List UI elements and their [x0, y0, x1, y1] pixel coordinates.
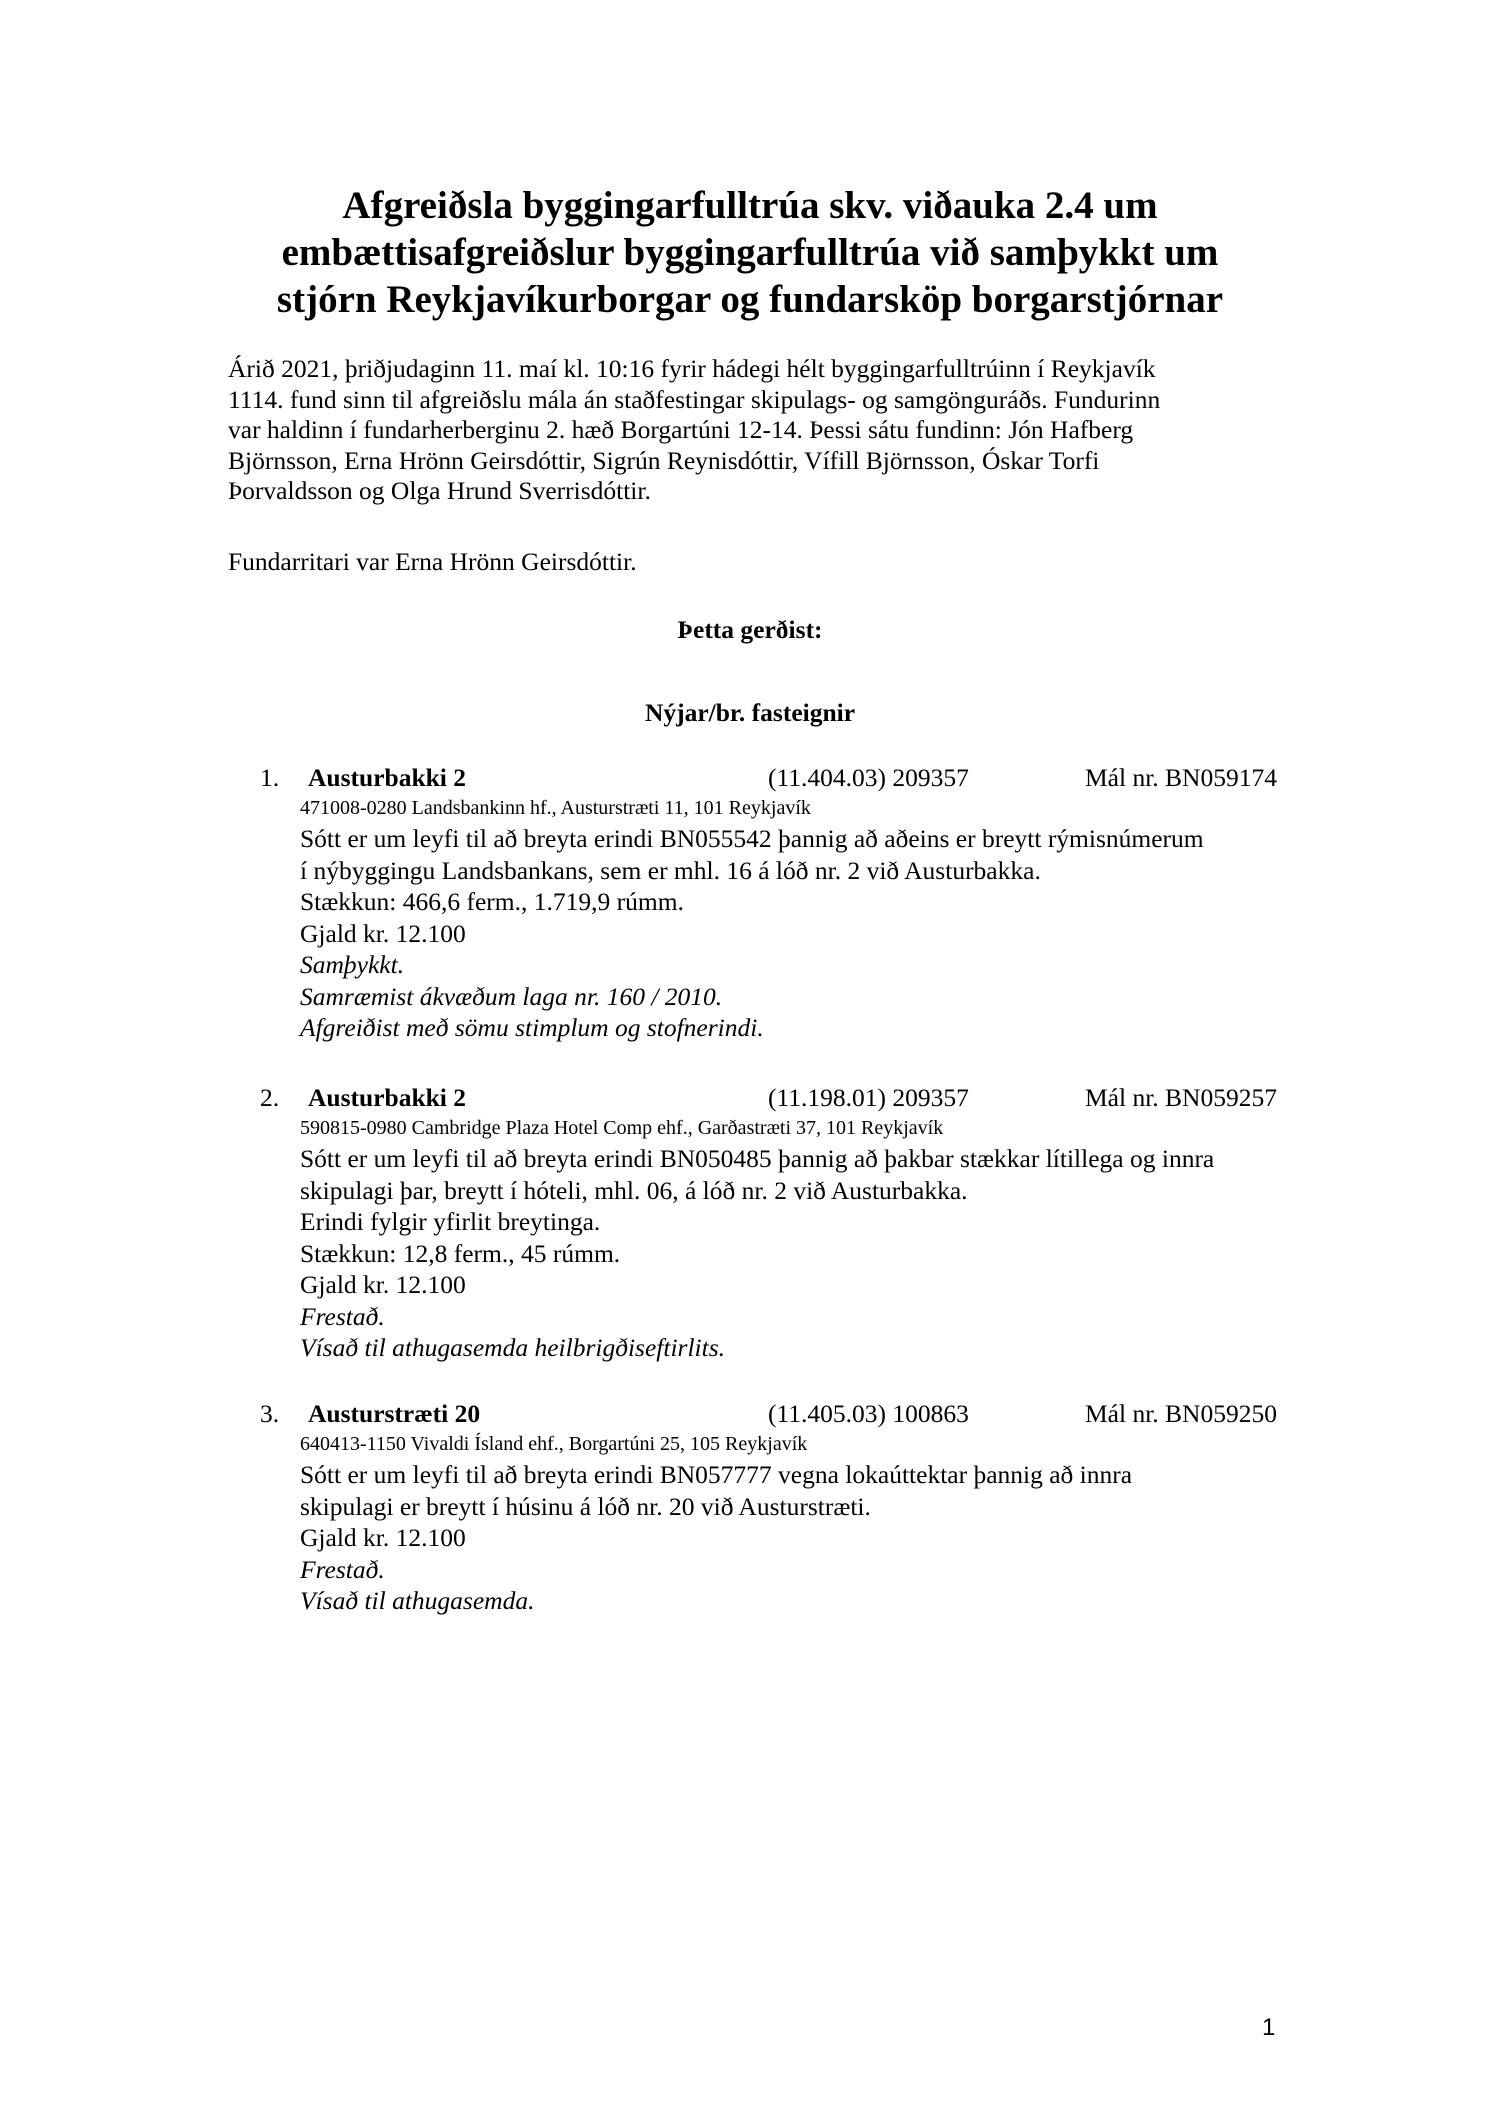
- case-description-line: í nýbyggingu Landsbankans, sem er mhl. 16 á lóð nr. 2 við Austurbakka.: [300, 855, 1041, 885]
- case-plot-id: (11.198.01) 209357: [768, 1083, 969, 1112]
- case-plot-id: (11.404.03) 209357: [768, 763, 969, 792]
- case-description-line: Sótt er um leyfi til að breyta erindi BN055542 þannig að aðeins er breytt rýmisnúmerum: [300, 824, 1204, 853]
- case-applicant: 640413-1150 Vivaldi Ísland ehf., Borgartúni 25, 105 Reykjavík: [300, 1433, 808, 1455]
- case-description-line: Gjald kr. 12.100: [300, 1270, 466, 1299]
- case-decision-line: Samræmist ákvæðum laga nr. 160 / 2010.: [300, 981, 723, 1011]
- intro-line: 1114. fund sinn til afgreiðslu mála án staðfestingar skipulags- og samgönguráðs. Fundurinn: [228, 384, 1161, 414]
- secretary-line: Fundarritari var Erna Hrönn Geirsdóttir.: [228, 547, 637, 576]
- case-header: [260, 1398, 1300, 1429]
- intro-line: Björnsson, Erna Hrönn Geirsdóttir, Sigrún Reynisdóttir, Vífill Björnsson, Óskar Torfi: [228, 445, 1100, 475]
- case-address: Austurbakki 2: [308, 763, 467, 792]
- case-description-line: Stækkun: 466,6 ferm., 1.719,9 rúmm.: [300, 887, 684, 916]
- case-decision-line: Samþykkt.: [300, 950, 405, 979]
- case-address: Austurbakki 2: [308, 1083, 467, 1112]
- heading-proceedings: Þetta gerðist:: [677, 615, 823, 644]
- case-body: [300, 1429, 1300, 1617]
- intro-line: Þorvaldsson og Olga Hrund Sverrisdóttir.: [228, 476, 651, 505]
- case-number: 3.: [260, 1399, 280, 1428]
- case-number: 1.: [260, 763, 280, 792]
- case-header: [260, 1082, 1300, 1113]
- case-description: [300, 1143, 1300, 1301]
- case-decision: [300, 1554, 1300, 1617]
- title-line: embættisafgreiðslur byggingarfulltrúa við samþykkt um: [281, 231, 1219, 274]
- case-file-number: Mál nr. BN059257: [1085, 1083, 1277, 1112]
- case-description: [300, 823, 1300, 949]
- case-decision: [300, 1301, 1300, 1364]
- case-item: [260, 762, 1300, 1044]
- case-decision-line: Vísað til athugasemda.: [300, 1586, 535, 1615]
- case-decision: [300, 949, 1300, 1044]
- title-line: stjórn Reykjavíkurborgar og fundarsköp borgarstjórnar: [276, 278, 1224, 321]
- case-description-line: Gjald kr. 12.100: [300, 1523, 466, 1552]
- case-description-line: Sótt er um leyfi til að breyta erindi BN050485 þannig að þakbar stækkar lítillega og innra: [300, 1144, 1215, 1173]
- case-decision-line: Frestað.: [300, 1301, 385, 1331]
- document-title: [150, 182, 1350, 323]
- case-description-line: Sótt er um leyfi til að breyta erindi BN057777 vegna lokaúttektar þannig að innra: [300, 1460, 1133, 1489]
- case-item: [260, 1398, 1300, 1617]
- case-item: [260, 1082, 1300, 1364]
- case-body: [300, 1113, 1300, 1364]
- intro-line: var haldinn í fundarherberginu 2. hæð Borgartúni 12-14. Þessi sátu fundinn: Jón Hafberg: [228, 415, 1134, 444]
- case-applicant: 471008-0280 Landsbankinn hf., Austurstræti 11, 101 Reykjavík: [300, 797, 811, 819]
- case-description: [300, 1459, 1300, 1554]
- case-decision-line: Vísað til athugasemda heilbrigðiseftirlits.: [300, 1333, 726, 1362]
- case-description-line: Stækkun: 12,8 ferm., 45 rúmm.: [300, 1238, 621, 1268]
- case-decision-line: Afgreiðist með sömu stimplum og stofnerindi.: [300, 1013, 764, 1042]
- case-applicant: 590815-0980 Cambridge Plaza Hotel Comp ehf., Garðastræti 37, 101 Reykjavík: [300, 1117, 944, 1139]
- case-header: [260, 762, 1300, 793]
- case-plot-id: (11.405.03) 100863: [768, 1399, 969, 1428]
- page-number: 1: [1262, 2014, 1276, 2041]
- case-body: [300, 793, 1300, 1044]
- case-address: Austurstræti 20: [308, 1399, 481, 1428]
- title-line: Afgreiðsla byggingarfulltrúa skv. viðauka 2.4 um: [342, 184, 1158, 227]
- case-description-line: skipulagi er breytt í húsinu á lóð nr. 20 við Austurstræti.: [300, 1491, 871, 1521]
- case-description-line: skipulagi þar, breytt í hóteli, mhl. 06, á lóð nr. 2 við Austurbakka.: [300, 1175, 968, 1205]
- intro-line: Árið 2021, þriðjudaginn 11. maí kl. 10:16 fyrir hádegi hélt byggingarfulltrúinn í Reykjavík: [228, 354, 1156, 383]
- case-decision-line: Frestað.: [300, 1554, 385, 1584]
- section-title: Nýjar/br. fasteignir: [644, 698, 856, 727]
- case-description-line: Gjald kr. 12.100: [300, 918, 466, 948]
- case-description-line: Erindi fylgir yfirlit breytinga.: [300, 1207, 601, 1236]
- case-number: 2.: [260, 1083, 280, 1112]
- case-file-number: Mál nr. BN059250: [1085, 1399, 1277, 1428]
- intro-paragraph: [228, 354, 1288, 507]
- case-file-number: Mál nr. BN059174: [1085, 763, 1277, 792]
